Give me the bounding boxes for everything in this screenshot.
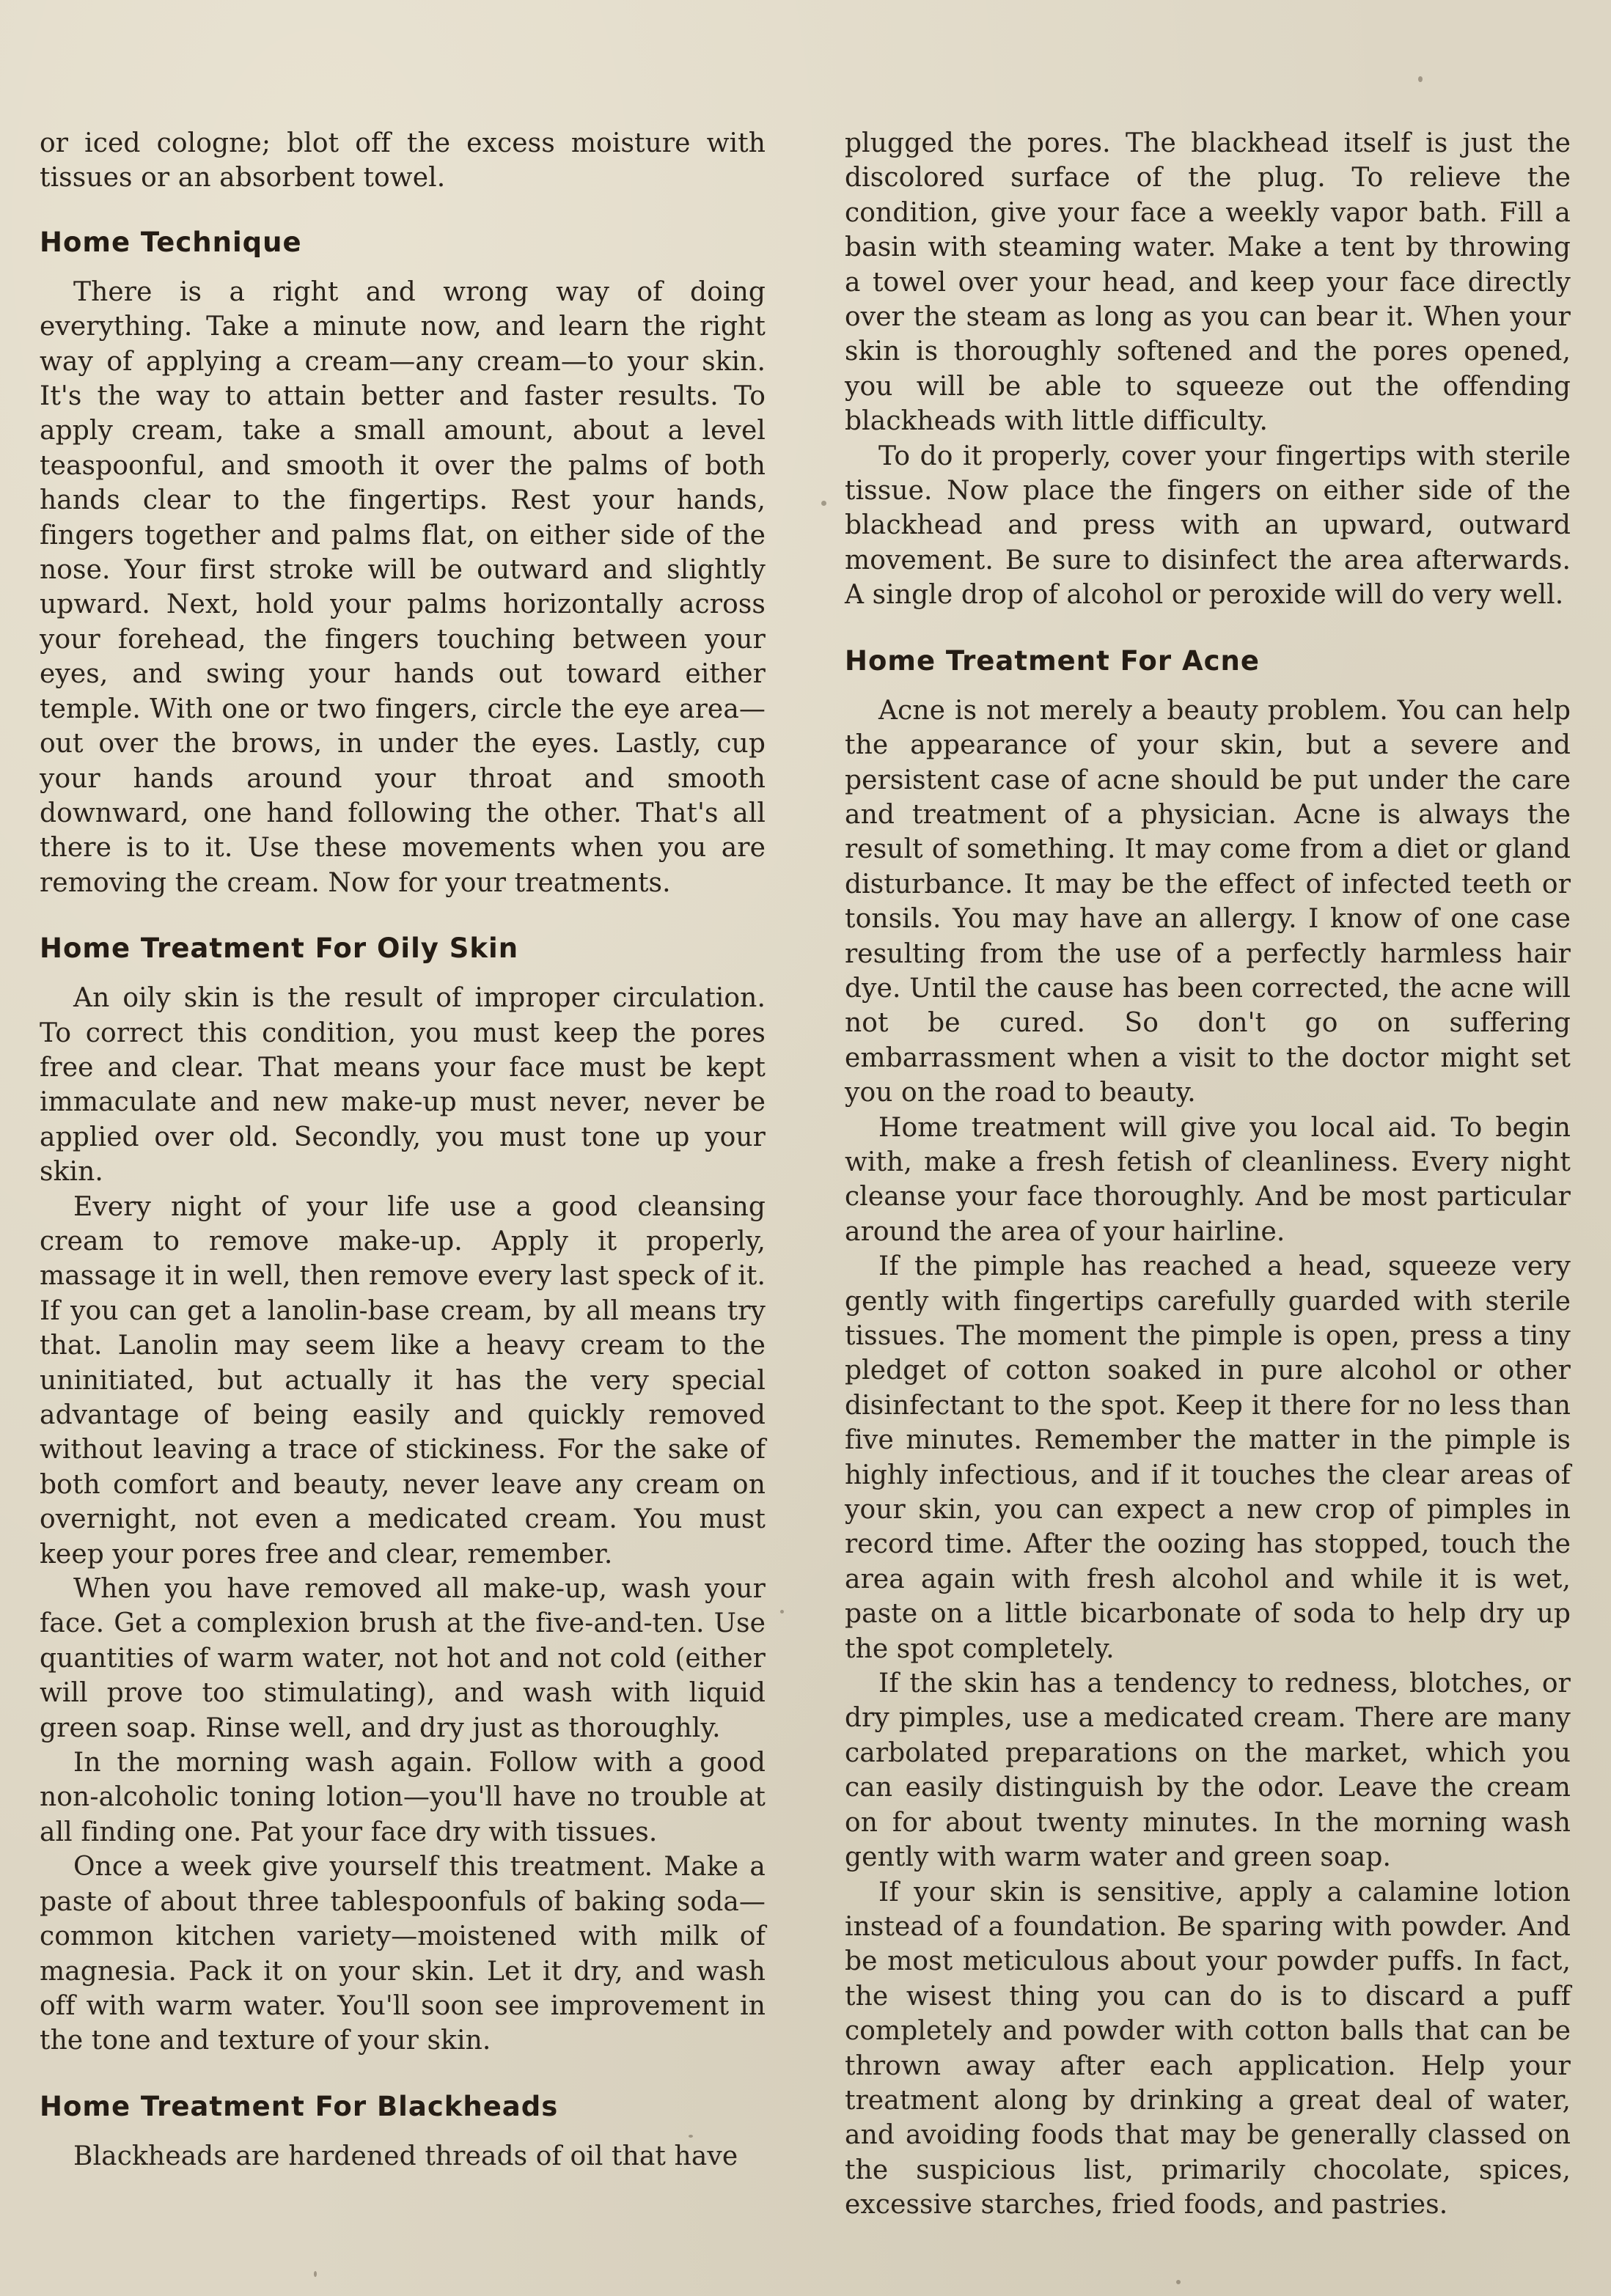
paragraph: When you have removed all make-up, wash your face. Get a complexion brush at the five-and-ten. Use quantities of warm water, not hot and not cold (either will prove too stimulating), and wash with liquid green soap. Rinse well, and dry just as thoroughly. [40,1574,766,1743]
paper-speck [314,2271,317,2277]
left-column [40,126,766,2174]
paragraph: Acne is not merely a beauty problem. You can help the appearance of your skin, but a severe and persistent case of acne should be put under the care and treatment of a physician. Acne is always the result of something. It may come from a diet or gland disturbance. It may be the effect of infected teeth or tonsils. You may have an allergy. I know of one case resulting from the use of a perfectly harmless hair dye. Until the cause has been corrected, the acne will not be cured. So don't go on suffering embarrassment when a visit to the doctor might set you on the road to beauty. [845,695,1571,1108]
heading-home-technique: Home Technique [40,226,302,258]
paragraph: Once a week give yourself this treatment. Make a paste of about three tablespoonfuls of baking soda—common kitchen variety—moistened with milk of magnesia. Pack it on your skin. Let it dry, and wash off with warm water. You'll soon see improvement in the tone and texture of your skin. [40,1852,766,2056]
heading-blackheads: Home Treatment For Blackheads [40,2090,559,2122]
paragraph: There is a right and wrong way of doing everything. Take a minute now, and learn the right way of applying a cream—any cream—to your skin. It's the way to attain better and faster results. To apply cream, take a small amount, about a level teaspoonful, and smooth it over the palms of both hands clear to the fingertips. Rest your hands, fingers together and palms flat, on either side of the nose. Your first stroke will be outward and slightly upward. Next, hold your palms horizontally across your forehead, the fingers touching between your eyes, and swing your hands out toward either temple. With one or two fingers, circle the eye area—out over the brows, in under the eyes. Lastly, cup your hands around your throat and smooth downward, one hand following the other. That's all there is to it. Use these movements when you are removing the cream. Now for your treatments. [40,276,766,898]
heading-acne: Home Treatment For Acne [845,644,1260,677]
continued-paragraph: plugged the pores. The blackhead itself is just the discolored surface of the plug. To relieve the condition, give your face a weekly vapor bath. Fill a basin with steaming water. Make a tent by throwing a towel over your head, and keep your face directly over the steam as long as you can bear it. When your skin is thoroughly softened and the pores opened, you will be able to squeeze out the offending blackheads with little difficulty. [845,128,1571,437]
paragraph: In the morning wash again. Follow with a good non-alcoholic toning lotion—you'll have no trouble at all finding one. Pat your face dry with tissues. [40,1748,766,1847]
paragraph: If the skin has a tendency to redness, blotches, or dry pimples, use a medicated cream. There are many carbolated preparations on the market, which you can easily distinguish by the odor. Leave the cream on for about twenty minutes. In the morning wash gently with warm water and green soap. [845,1668,1571,1873]
intro-paragraph: or iced cologne; blot off the excess moisture with tissues or an absorbent towel. [40,128,766,194]
paper-speck [821,501,826,506]
heading-oily-skin: Home Treatment For Oily Skin [40,932,519,965]
paragraph: Blackheads are hardened threads of oil that have [73,2141,738,2171]
paragraph: An oily skin is the result of improper circulation. To correct this condition, you must keep the pores free and clear. That means your face must be kept immaculate and new make-up must never, never be applied over old. Secondly, you must tone up your skin. [40,983,766,1188]
paragraph: If the pimple has reached a head, squeeze very gently with fingertips carefully guarded with sterile tissues. The moment the pimple is open, press a tiny pledget of cotton soaked in pure alcohol or other disinfectant to the spot. Keep it there for no less than five minutes. Remember the matter in the pimple is highly infectious, and if it touches the clear areas of your skin, you can expect a new crop of pimples in record time. After the oozing has stopped, touch the area again with fresh alcohol and while it is wet, paste on a little bicarbonate of soda to help dry up the spot completely. [845,1251,1571,1664]
paragraph: To do it properly, cover your fingertips with sterile tissue. Now place the fingers on either side of the blackhead and press with an upward, outward movement. Be sure to disinfect the area afterwards. A single drop of alcohol or peroxide will do very well. [845,441,1571,611]
paragraph: If your skin is sensitive, apply a calamine lotion instead of a foundation. Be sparing with powder. And be most meticulous about your powder puffs. In fact, the wisest thing you can do is to discard a puff completely and powder with cotton balls that can be thrown away after each application. Help your treatment along by drinking a great deal of water, and avoiding foods that may be generally classed on the suspicious list, primarily chocolate, spices, excessive starches, fried foods, and pastries. [845,1877,1571,2220]
paragraph: Home treatment will give you local aid. To begin with, make a fresh fetish of cleanliness. Every night cleanse your face thoroughly. And be most particular around the area of your hairline. [845,1112,1571,1247]
paper-speck [780,1610,784,1614]
right-column [845,126,1571,2223]
paragraph: Every night of your life use a good cleansing cream to remove make-up. Apply it properly, massage it in well, then remove every last speck of it. If you can get a lanolin-base cream, by all means try that. Lanolin may seem like a heavy cream to the uninitiated, but actually it has the very special advantage of being easily and quickly removed without leaving a trace of stickiness. For the sake of both comfort and beauty, never leave any cream on overnight, not even a medicated cream. You must keep your pores free and clear, remember. [40,1191,766,1570]
paper-speck [1418,76,1423,82]
paper-speck [1176,2280,1181,2284]
paper-speck [689,2135,693,2138]
